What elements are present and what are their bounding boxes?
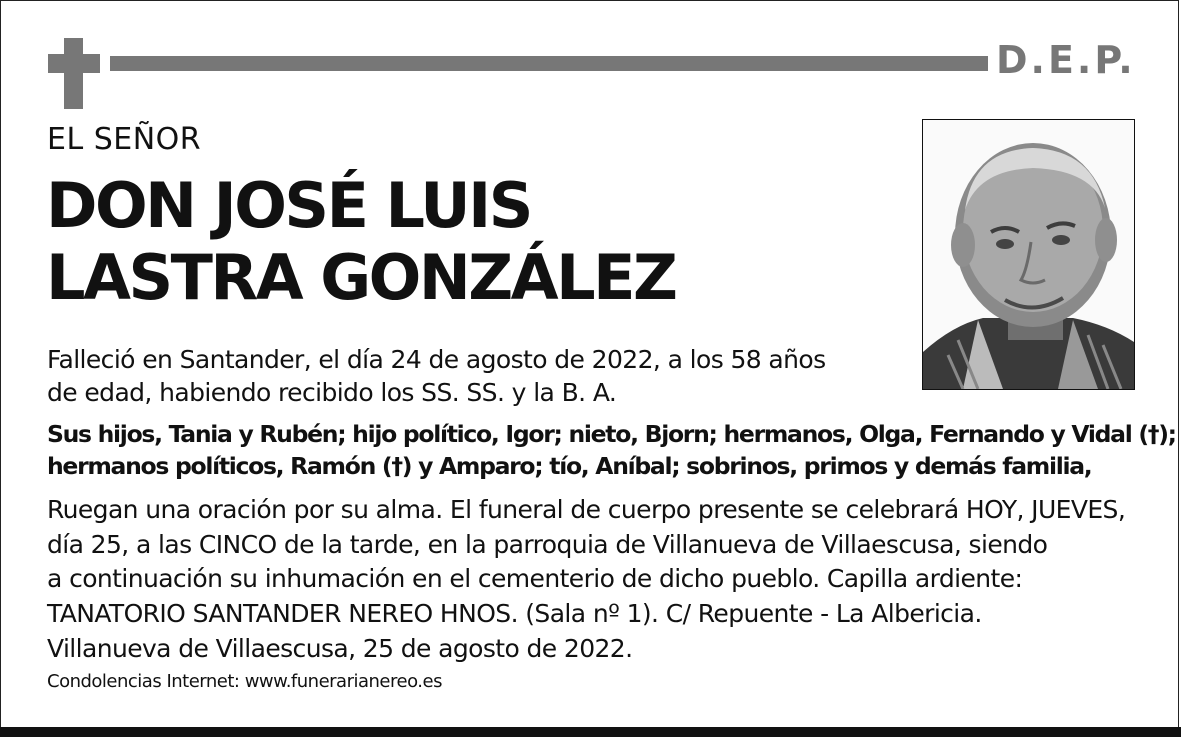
top-rule xyxy=(110,56,988,71)
portrait-illustration xyxy=(923,120,1134,389)
funeral-details xyxy=(47,493,1147,631)
name-line-2: LASTRA GONZÁLEZ xyxy=(46,241,676,314)
dep-label: D.E.P. xyxy=(996,38,1136,82)
family-list xyxy=(47,418,1176,482)
salutation: EL SEÑOR xyxy=(47,122,202,157)
funeral-line: Ruegan una oración por su alma. El funeral de cuerpo presente se celebrará HOY, JUEVES, xyxy=(47,495,1126,524)
bottom-rule xyxy=(0,727,1181,737)
family-line: hermanos políticos, Ramón (†) y Amparo; tío, Aníbal; sobrinos, primos y demás familia, xyxy=(47,452,1092,480)
condolences-website: Condolencias Internet: www.funerarianereo.es xyxy=(47,671,442,692)
place-and-date: Villanueva de Villaescusa, 25 de agosto de 2022. xyxy=(47,634,633,663)
deceased-name xyxy=(46,170,675,314)
family-line: Sus hijos, Tania y Rubén; hijo político, Igor; nieto, Bjorn; hermanos, Olga, Fernando y Vidal (†); xyxy=(47,420,1176,448)
death-notice-line: Falleció en Santander, el día 24 de agosto de 2022, a los 58 años xyxy=(47,345,826,374)
cross-horizontal-bar xyxy=(48,54,100,73)
cross-vertical-bar xyxy=(64,38,83,109)
name-line-1: DON JOSÉ LUIS xyxy=(46,169,531,242)
funeral-line: a continuación su inhumación en el cementerio de dicho pueblo. Capilla ardiente: xyxy=(47,564,1023,593)
funeral-line: día 25, a las CINCO de la tarde, en la parroquia de Villanueva de Villaescusa, siendo xyxy=(47,529,1048,559)
death-notice xyxy=(47,343,907,409)
death-notice-line: de edad, habiendo recibido los SS. SS. y la B. A. xyxy=(47,378,617,407)
funeral-line: TANATORIO SANTANDER NEREO HNOS. (Sala nº 1). C/ Repuente - La Albericia. xyxy=(47,598,982,628)
portrait-photo xyxy=(922,119,1135,390)
